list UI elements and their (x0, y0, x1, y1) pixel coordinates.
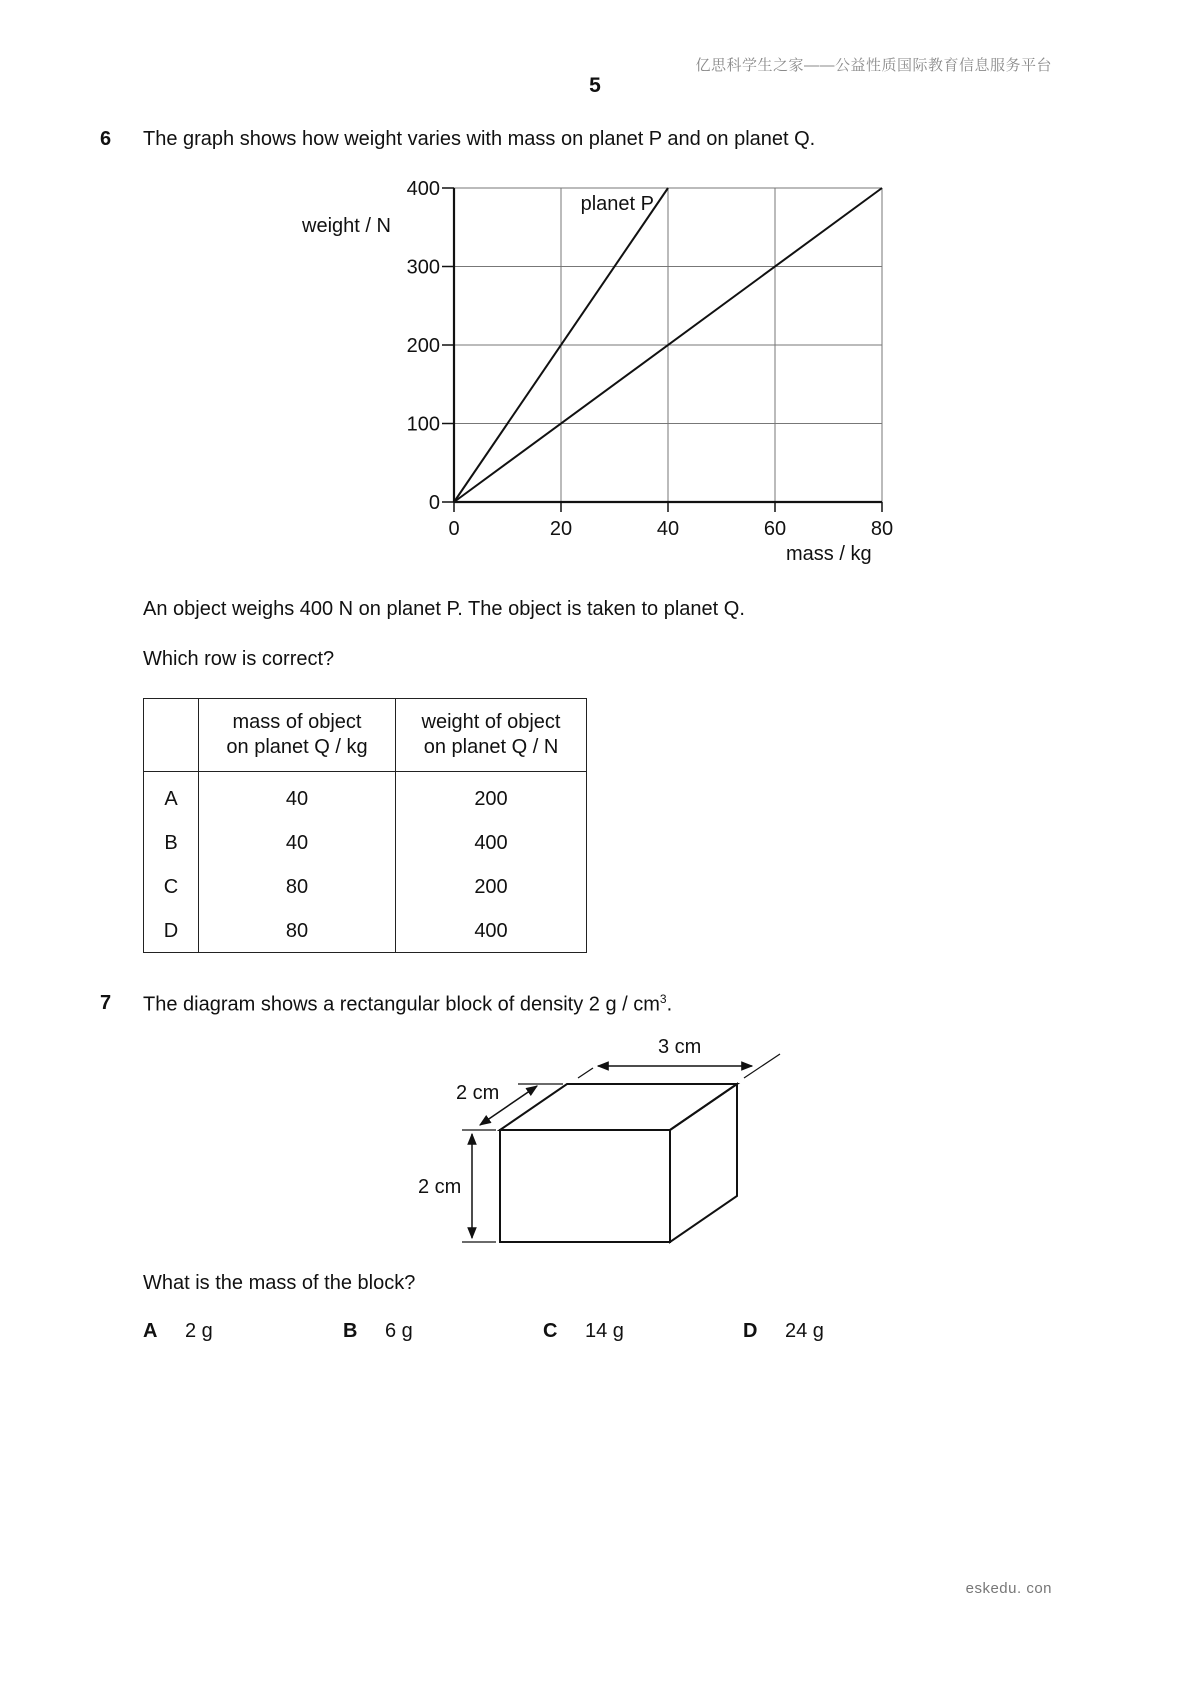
x-tick-label: 0 (448, 518, 460, 540)
option-value: 14 g (585, 1320, 624, 1342)
y-tick-label: 400 (406, 178, 440, 200)
table-header-mass (199, 699, 396, 772)
block-side-face (670, 1084, 737, 1242)
table-header-mass-line2: on planet Q / kg (226, 736, 368, 758)
row-mass: 40 (199, 821, 396, 865)
page-number: 5 (589, 74, 601, 97)
question-6-number: 6 (100, 128, 112, 150)
y-tick-label: 100 (406, 413, 440, 436)
table-row[interactable] (144, 865, 587, 909)
length-label: 3 cm (658, 1036, 702, 1058)
row-mass: 80 (199, 909, 396, 953)
height-label: 2 cm (418, 1176, 462, 1198)
option-b[interactable] (343, 1320, 413, 1343)
option-c[interactable] (543, 1320, 624, 1343)
y-tick-label: 300 (406, 256, 440, 279)
row-mass: 80 (199, 865, 396, 909)
table-header-weight (396, 699, 587, 772)
block-front-face (500, 1130, 670, 1242)
row-weight: 400 (396, 821, 587, 865)
weight-mass-graph (290, 160, 910, 580)
option-letter: A (143, 1320, 158, 1342)
question-7-text-end: . (666, 993, 673, 1016)
row-letter: A (144, 772, 199, 822)
table-row[interactable] (144, 772, 587, 822)
table-row[interactable] (144, 909, 587, 953)
question-6-text: The graph shows how weight varies with mass on planet P and on planet Q. (143, 128, 816, 150)
row-weight: 200 (396, 865, 587, 909)
block-top-face (500, 1084, 737, 1130)
answer-table (143, 698, 587, 953)
source-watermark: 亿思科学生之家——公益性质国际教育信息服务平台 (695, 57, 1052, 74)
option-letter: C (543, 1320, 558, 1342)
option-d[interactable] (743, 1320, 824, 1343)
row-letter: B (144, 821, 199, 865)
table-header-weight-line2: on planet Q / N (423, 736, 559, 758)
question-7-superscript: 3 (659, 992, 667, 1006)
table-header-blank (144, 699, 199, 772)
question-6-statement: An object weighs 400 N on planet P. The object is taken to planet Q. (143, 598, 745, 620)
question-7-prompt: What is the mass of the block? (143, 1272, 416, 1294)
block-diagram (400, 1030, 800, 1250)
table-row[interactable] (144, 821, 587, 865)
question-7-text-main: The diagram shows a rectangular block of density 2 g / cm (143, 993, 660, 1016)
table-header-mass-line1: mass of object (232, 711, 362, 733)
option-value: 6 g (385, 1320, 413, 1342)
row-mass: 40 (199, 772, 396, 822)
option-value: 2 g (185, 1320, 213, 1342)
y-axis-label: weight / N (302, 215, 391, 237)
option-letter: D (743, 1320, 758, 1342)
x-tick-label: 60 (763, 518, 787, 540)
table-header-weight-line1: weight of object (421, 711, 561, 733)
footer-site: eskedu. con (965, 1580, 1052, 1597)
row-weight: 200 (396, 772, 587, 822)
y-tick-label: 200 (406, 335, 440, 357)
question-7-number: 7 (100, 992, 112, 1014)
row-weight: 400 (396, 909, 587, 953)
x-tick-label: 80 (870, 518, 894, 540)
row-letter: D (144, 909, 199, 953)
x-tick-label: 40 (656, 518, 680, 540)
x-axis-label: mass / kg (786, 543, 872, 565)
option-value: 24 g (785, 1320, 824, 1342)
y-tick-label: 0 (428, 492, 440, 514)
row-letter: C (144, 865, 199, 909)
x-tick-label: 20 (549, 518, 573, 540)
option-a[interactable] (143, 1320, 213, 1343)
depth-label: 2 cm (456, 1082, 500, 1104)
question-7-text (143, 992, 672, 1017)
option-letter: B (343, 1320, 358, 1342)
series-label: planet P (580, 193, 654, 215)
question-6-prompt: Which row is correct? (143, 648, 335, 670)
